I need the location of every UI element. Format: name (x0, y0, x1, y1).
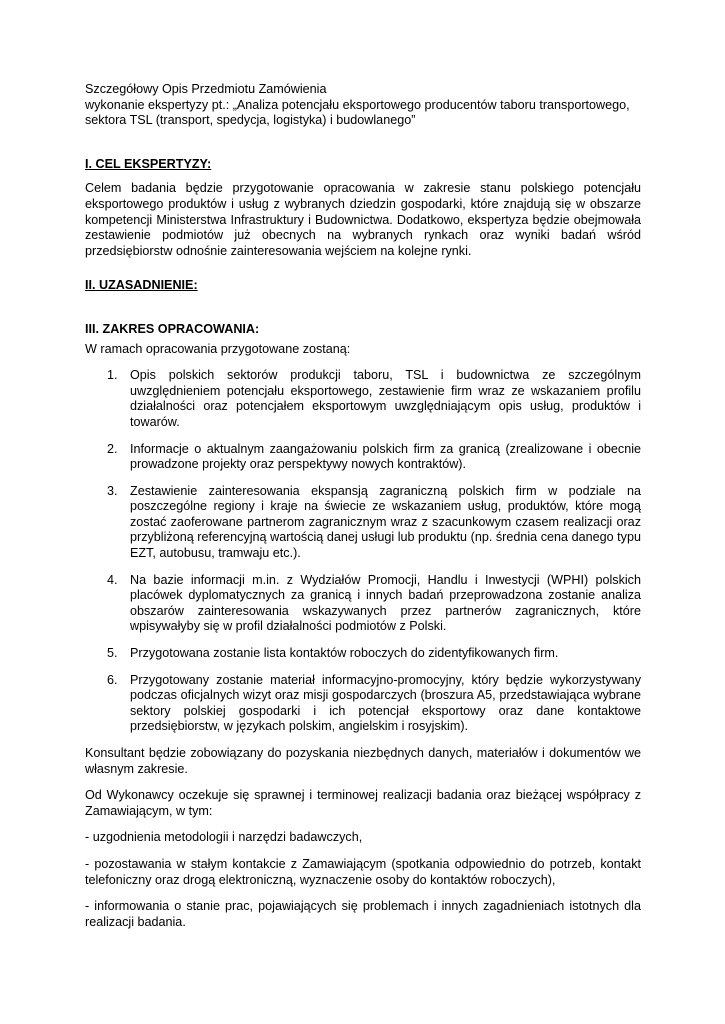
section-heading-scope: III. ZAKRES OPRACOWANIA: (85, 321, 260, 336)
list-item-text: Na bazie informacji m.in. z Wydziałów Promocji, Handlu i Inwestycji (WPHI) polskich placówek dyplomatycznych za granicą i innych badań przeprowadzona zostanie analiza obszarów zainteresowania wskazywanych przez partnerów zagranicznych, które wpisywałyby się w profil działalności podmiotów z Polski. (130, 572, 641, 634)
list-item (85, 673, 641, 735)
section-heading-goal: I. CEL EKSPERTYZY: (85, 156, 212, 171)
list-item-number: 1. (107, 368, 118, 383)
closing-paragraph-cooperation: Od Wykonawcy oczekuje się sprawnej i terminowej realizacji badania oraz bieżącej współpracy z Zamawiającym, w tym: (85, 788, 641, 818)
closing-paragraph-consultant: Konsultant będzie zobowiązany do pozyskania niezbędnych danych, materiałów i dokumentów we własnym zakresie. (85, 746, 641, 776)
list-item-text: Przygotowana zostanie lista kontaktów roboczych do zidentyfikowanych firm. (130, 646, 559, 661)
section-heading-justification: II. UZASADNIENIE: (85, 278, 198, 293)
list-item (85, 573, 641, 635)
cooperation-bullet-contact: - pozostawania w stałym kontakcie z Zamawiającym (spotkania odpowiednio do potrzeb, kontakt telefoniczny oraz drogą elektroniczną, wyznaczenie osoby do kontaktów roboczych), (85, 856, 641, 887)
list-item-number: 4. (107, 572, 118, 587)
cooperation-bullet-methodology: - uzgodnienia metodologii i narzędzi badawczych, (85, 830, 363, 845)
cooperation-bullet-reporting: - informowania o stanie prac, pojawiających się problemach i innych zagadnieniach istotnych dla realizacji badania. (85, 899, 641, 929)
list-item-number: 5. (107, 646, 118, 661)
list-item (85, 484, 641, 562)
document-body (85, 82, 641, 930)
list-item-text: Informacje o aktualnym zaangażowaniu polskich firm za granicą (zrealizowane i obecnie prowadzone projekty oraz perspektywy nowych kontraktów). (130, 441, 641, 472)
document-subtitle: wykonanie ekspertyzy pt.: „Analiza potencjału eksportowego producentów taboru transportowego, sektora TSL (transport, spedycja, logistyka) i budowlanego” (85, 97, 630, 128)
scope-list (85, 368, 641, 735)
document-title: Szczegółowy Opis Przedmiotu Zamówienia (85, 82, 327, 96)
list-item (85, 442, 641, 473)
scope-intro: W ramach opracowania przygotowane zostaną: (85, 341, 351, 356)
list-item (85, 646, 641, 662)
list-item-number: 2. (107, 441, 118, 456)
list-item (85, 368, 641, 430)
list-item-text: Opis polskich sektorów produkcji taboru, TSL i budownictwa ze szczególnym uwzględnieniem potencjału eksportowego, zestawienie firm wraz ze wskazaniem profilu działalności oraz potencjałem eksportowym uwzględniającym opis usług, produktów i towarów. (130, 368, 641, 429)
goal-paragraph: Celem badania będzie przygotowanie opracowania w zakresie stanu polskiego potencjału eksportowego produktów i usług z wybranych dziedzin gospodarki, które znajdują się w obszarze kompetencji Ministerstwa Infrastruktury i Budownictwa. Dodatkowo, ekspertyza będzie obejmowała zestawienie podmiotów już obecnych na wybranych rynkach oraz wyniki badań wśród przedsiębiorstw odnośnie zainteresowania wejściem na kolejne rynki. (85, 181, 641, 258)
document-header (85, 82, 641, 129)
list-item-number: 6. (107, 672, 118, 687)
list-item-number: 3. (107, 483, 118, 498)
list-item-text: Zestawienie zainteresowania ekspansją zagraniczną polskich firm w podziale na poszczególne regiony i kraje na świecie ze wskazaniem usług, produktów, które mogą zostać zaoferowane partnerom zagranicznym wraz z szacunkowym czasem realizacji oraz przybliżoną referencyjną wartością danej usługi lub produktu (np. średnia cena danego typu EZT, autobusu, tramwaju etc.). (130, 483, 641, 561)
list-item-text: Przygotowany zostanie materiał informacyjno-promocyjny, który będzie wykorzystywany podczas oficjalnych wizyt oraz misji gospodarczych (broszura A5, przedstawiająca wybrane sektory polskiej gospodarki i ich potencjał eksportowy oraz dane kontaktowe przedsiębiorstw, w językach polskim, angielskim i rosyjskim). (130, 672, 641, 734)
